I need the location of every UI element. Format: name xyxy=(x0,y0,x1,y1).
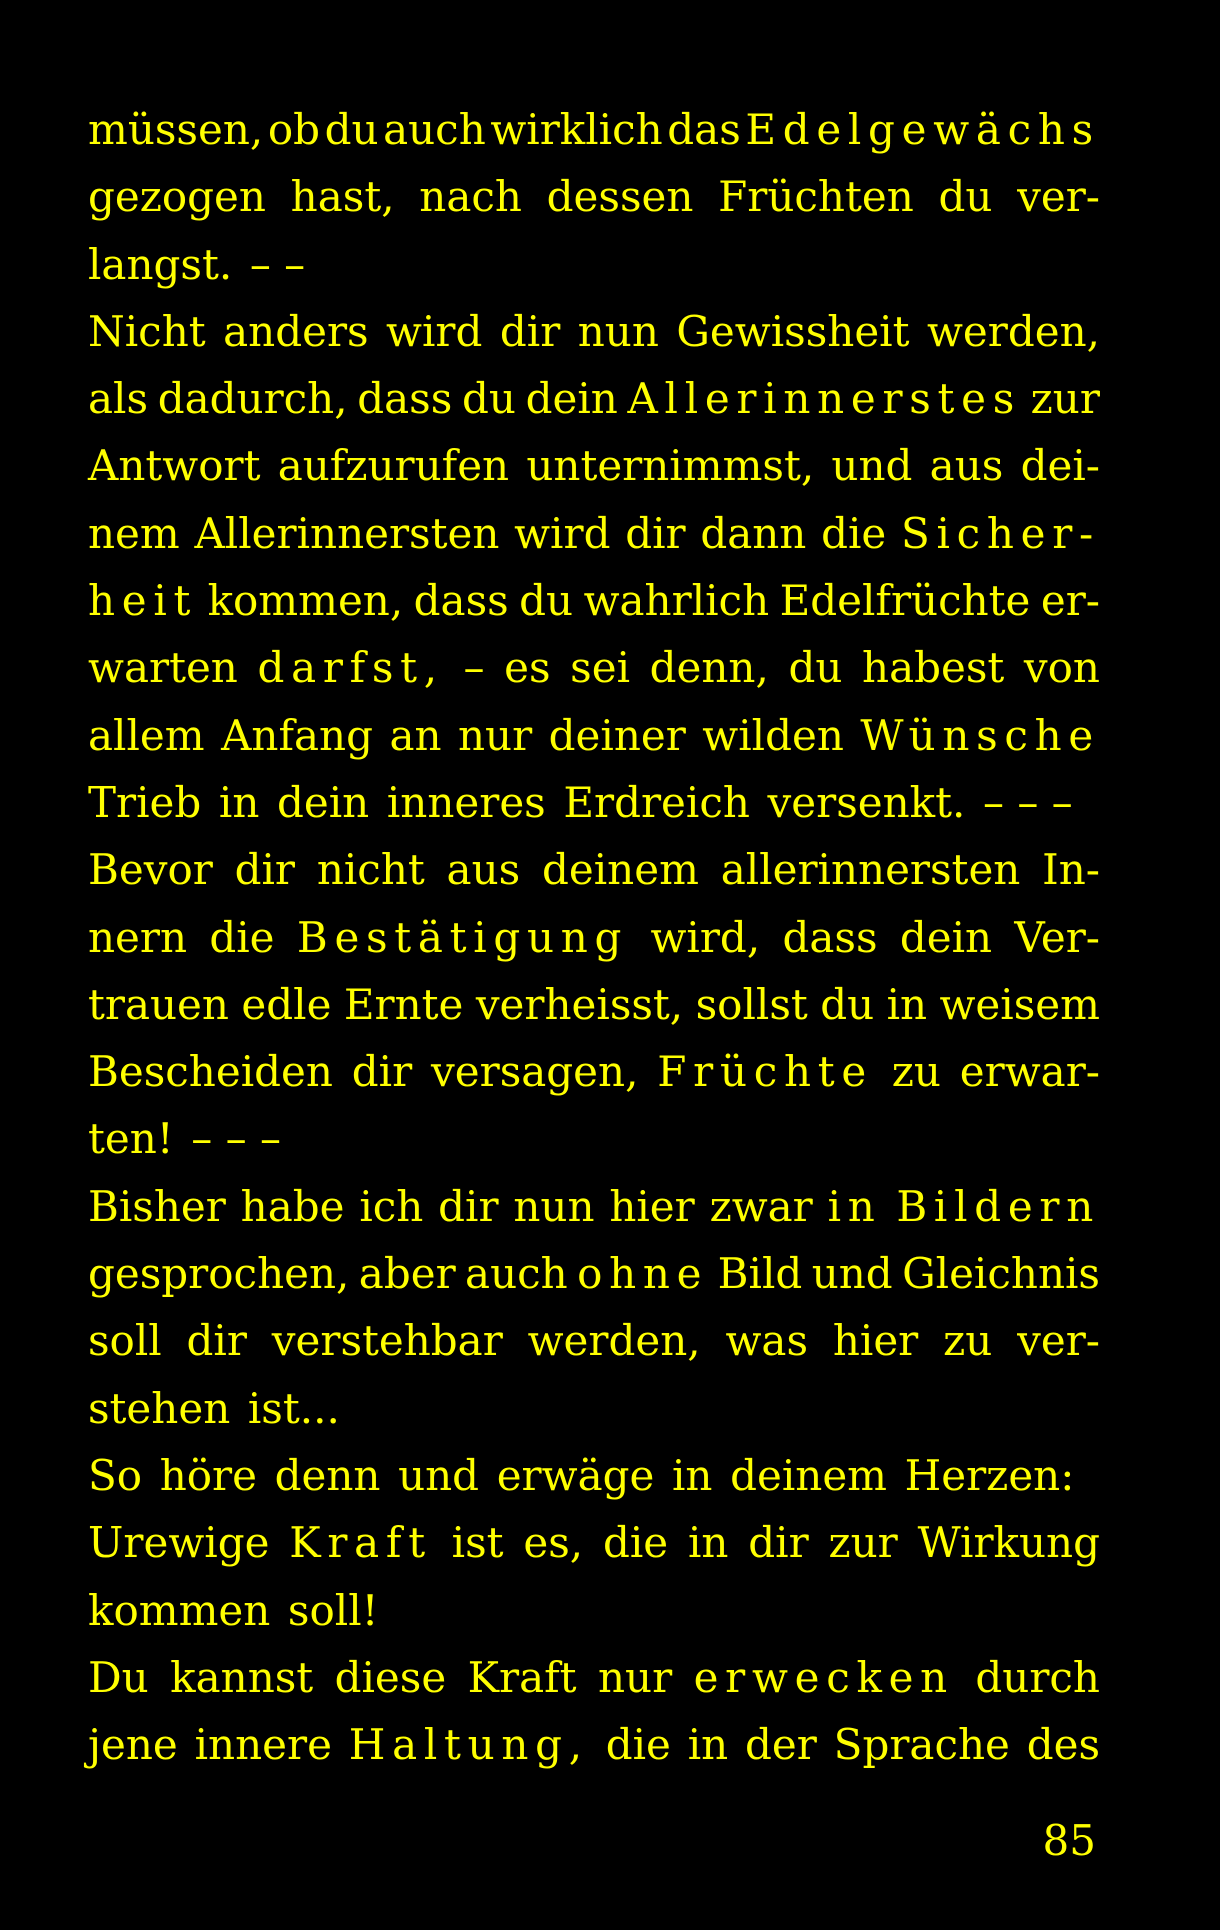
word: in xyxy=(886,979,928,1029)
word: nur xyxy=(597,1652,673,1702)
word: die xyxy=(605,1720,671,1770)
text-line xyxy=(88,1442,1100,1509)
spaced-word: Sicher- xyxy=(900,508,1100,558)
word: du xyxy=(788,643,843,693)
word: zu xyxy=(943,1316,993,1366)
spaced-word: Bestätigung xyxy=(296,912,629,962)
text-line xyxy=(88,1711,1100,1778)
word: langst. xyxy=(88,239,233,289)
word: soll! xyxy=(287,1585,379,1635)
text-line xyxy=(88,769,1100,836)
word: wilden xyxy=(702,710,844,760)
word: wird xyxy=(386,306,483,356)
spaced-word: in xyxy=(827,1181,882,1231)
word: stehen xyxy=(88,1383,231,1433)
word: es, xyxy=(523,1518,584,1568)
word: du xyxy=(820,979,875,1029)
word: wird, xyxy=(650,912,761,962)
word: und xyxy=(831,441,913,491)
text-line xyxy=(88,1644,1100,1711)
word: hier xyxy=(832,1316,919,1366)
spaced-word: Bildern xyxy=(896,1181,1100,1231)
word: in xyxy=(687,1720,729,1770)
text-line xyxy=(88,1307,1100,1374)
text-line xyxy=(88,1038,1100,1105)
word: soll xyxy=(88,1316,162,1366)
text-line xyxy=(88,1105,1100,1172)
word: Bild xyxy=(717,1249,803,1299)
text-line xyxy=(88,836,1100,903)
word: in xyxy=(218,777,260,827)
word: Bisher xyxy=(88,1181,226,1231)
word: dir xyxy=(499,306,561,356)
word: dass xyxy=(782,912,878,962)
word: dein xyxy=(525,374,618,424)
word: dass xyxy=(413,576,509,626)
word: innere xyxy=(194,1720,332,1770)
word: Gewissheit xyxy=(676,306,910,356)
word: aufzurufen xyxy=(277,441,510,491)
text-line xyxy=(88,163,1100,230)
word: nem xyxy=(88,508,180,558)
word: müssen, xyxy=(88,105,264,154)
word: du xyxy=(461,374,516,424)
word: gezogen xyxy=(88,172,266,222)
text-line xyxy=(88,702,1100,769)
word: nur xyxy=(458,710,533,760)
word: ob xyxy=(267,105,320,154)
word: was xyxy=(725,1316,809,1366)
word: dann xyxy=(700,508,807,558)
word: werden, xyxy=(527,1316,701,1366)
word: höre xyxy=(159,1450,257,1500)
word: und xyxy=(811,1249,893,1299)
word: Erdreich xyxy=(563,777,750,827)
word: Sprache xyxy=(833,1720,1010,1770)
text-line xyxy=(88,971,1100,1038)
word: zur xyxy=(1030,374,1100,424)
word: unternimmst, xyxy=(526,441,815,491)
word: edle xyxy=(241,979,332,1029)
word: Bescheiden xyxy=(88,1047,333,1097)
text-line xyxy=(88,365,1100,432)
word: – – xyxy=(249,239,306,289)
spaced-word: Haltung, xyxy=(348,1720,589,1770)
word: anders xyxy=(223,306,369,356)
word: auch xyxy=(383,105,486,154)
word: zwar xyxy=(709,1181,813,1231)
word: Kraft xyxy=(467,1652,577,1702)
word: dir xyxy=(438,1181,499,1231)
word: Nicht xyxy=(88,306,206,356)
word: des xyxy=(1026,1720,1100,1770)
word: auch xyxy=(465,1249,568,1299)
spaced-word: heit xyxy=(88,576,198,626)
text-line xyxy=(88,567,1100,634)
word: Antwort xyxy=(88,441,261,491)
word: an xyxy=(389,710,442,760)
word: die xyxy=(602,1518,669,1568)
word: nicht xyxy=(316,845,425,895)
word: jene xyxy=(88,1720,178,1770)
word: dessen xyxy=(546,172,694,222)
word: habest xyxy=(862,643,1005,693)
word: deinem xyxy=(542,845,699,895)
word: durch xyxy=(975,1652,1100,1702)
spaced-word: Früchte xyxy=(657,1047,873,1097)
word: dir xyxy=(351,1047,413,1097)
word: werden, xyxy=(926,306,1100,356)
body-text xyxy=(88,96,1100,1778)
word: wirklich xyxy=(490,105,663,154)
word: in xyxy=(687,1518,729,1568)
word: diese xyxy=(334,1652,447,1702)
word: es xyxy=(504,643,551,693)
word: wahrlich xyxy=(583,576,770,626)
word: Gleichnis xyxy=(902,1249,1100,1299)
word: Edelfrüchte xyxy=(779,576,1031,626)
spaced-word: darfst, xyxy=(257,643,444,693)
spaced-word: Allerinnerstes xyxy=(627,374,1021,424)
text-line xyxy=(88,298,1100,365)
word: warten xyxy=(88,643,238,693)
word: nun xyxy=(513,1181,595,1231)
word: Allerinnersten xyxy=(194,508,500,558)
word: dir xyxy=(186,1316,247,1366)
text-line xyxy=(88,904,1100,971)
word: erwar- xyxy=(959,1047,1100,1097)
word: allerinnersten xyxy=(720,845,1021,895)
text-line xyxy=(88,634,1100,701)
word: – – – xyxy=(982,777,1073,827)
word: nun xyxy=(577,306,659,356)
word: weisem xyxy=(939,979,1100,1029)
word: ist... xyxy=(247,1383,340,1433)
text-line xyxy=(88,500,1100,567)
word: versagen, xyxy=(431,1047,639,1097)
word: gesprochen, xyxy=(88,1249,350,1299)
spaced-word: Kraft xyxy=(289,1518,432,1568)
word: allem xyxy=(88,710,205,760)
spaced-word: ohne xyxy=(577,1249,709,1299)
word: zur xyxy=(828,1518,898,1568)
text-line xyxy=(88,432,1100,499)
page-number: 85 xyxy=(1042,1816,1096,1865)
word: die xyxy=(821,508,887,558)
word: die xyxy=(209,912,275,962)
word: dein xyxy=(277,777,370,827)
word: aus xyxy=(929,441,1004,491)
word: inneres xyxy=(386,777,546,827)
word: denn, xyxy=(649,643,769,693)
word: Anfang xyxy=(221,710,373,760)
word: Du xyxy=(88,1652,149,1702)
word: kannst xyxy=(170,1652,314,1702)
text-line xyxy=(88,1375,1100,1442)
text-line xyxy=(88,1577,1100,1644)
word: verheisst, xyxy=(475,979,684,1029)
word: sei xyxy=(570,643,630,693)
word: denn xyxy=(274,1450,381,1500)
word: versenkt. xyxy=(767,777,966,827)
word: in xyxy=(671,1450,713,1500)
word: erwäge xyxy=(496,1450,655,1500)
word: ver- xyxy=(1017,1316,1100,1366)
word: Trieb xyxy=(88,777,202,827)
word: ver- xyxy=(1017,172,1100,222)
word: er- xyxy=(1040,576,1100,626)
word: Früchten xyxy=(718,172,914,222)
word: zu xyxy=(891,1047,941,1097)
word: das xyxy=(667,105,741,154)
word: dass xyxy=(357,374,453,424)
word: dir xyxy=(234,845,296,895)
word: kommen xyxy=(88,1585,271,1635)
word: In- xyxy=(1042,845,1100,895)
word: dadurch, xyxy=(157,374,348,424)
text-line xyxy=(88,1240,1100,1307)
spaced-word: Edelgewächs xyxy=(745,105,1100,154)
word: als xyxy=(88,374,149,424)
word: du xyxy=(938,172,993,222)
word: kommen, xyxy=(207,576,404,626)
word: Herzen: xyxy=(904,1450,1075,1500)
word: von xyxy=(1023,643,1100,693)
text-line xyxy=(88,96,1100,163)
word: dein xyxy=(899,912,993,962)
word: dei- xyxy=(1020,441,1100,491)
word: nach xyxy=(419,172,522,222)
word: du xyxy=(324,105,379,154)
word: So xyxy=(88,1450,143,1500)
word: ist xyxy=(451,1518,504,1568)
word: du xyxy=(519,576,574,626)
word: deiner xyxy=(548,710,686,760)
spaced-word: erwecken xyxy=(693,1652,954,1702)
word: Ver- xyxy=(1014,912,1100,962)
word: Urewige xyxy=(88,1518,270,1568)
word: hier xyxy=(609,1181,695,1231)
word: aber xyxy=(358,1249,456,1299)
word: dir xyxy=(748,1518,809,1568)
word: hast, xyxy=(290,172,395,222)
word: verstehbar xyxy=(271,1316,503,1366)
word: und xyxy=(398,1450,480,1500)
text-line xyxy=(88,1509,1100,1576)
word: wird xyxy=(514,508,611,558)
word: – xyxy=(463,643,485,693)
word: ten! xyxy=(88,1114,174,1164)
word: Ernte xyxy=(343,979,464,1029)
word: Wirkung xyxy=(917,1518,1100,1568)
word: habe xyxy=(240,1181,345,1231)
word: aus xyxy=(446,845,521,895)
word: der xyxy=(745,1720,817,1770)
word: deinem xyxy=(730,1450,887,1500)
spaced-word: Wünsche xyxy=(860,710,1100,760)
word: – – – xyxy=(191,1114,281,1164)
text-line xyxy=(88,231,1100,298)
word: sollst xyxy=(695,979,808,1029)
word: Bevor xyxy=(88,845,213,895)
word: ich xyxy=(359,1181,424,1231)
text-line xyxy=(88,1173,1100,1240)
word: trauen xyxy=(88,979,229,1029)
word: dir xyxy=(625,508,686,558)
word: nern xyxy=(88,912,188,962)
